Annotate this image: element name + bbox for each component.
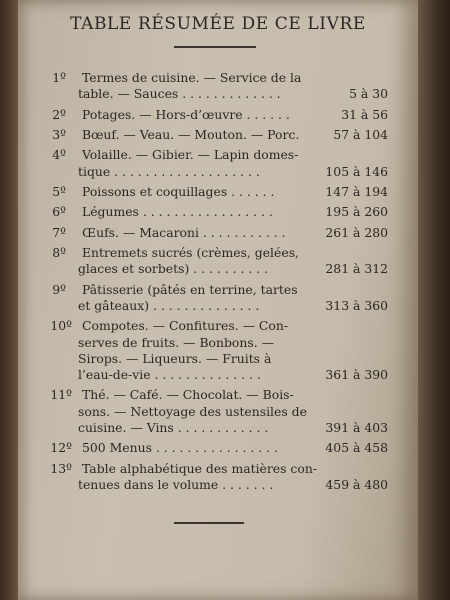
entry-page-range: 405 à 458 [325, 440, 388, 456]
entry-page-range: 281 à 312 [325, 261, 388, 277]
entry-text-line: Légumes . . . . . . . . . . . . . . . . . [82, 204, 273, 220]
toc-entry [18, 70, 418, 102]
entry-text-line: Entremets sucrés (crèmes, gelées, [82, 245, 299, 261]
entry-text-line: tique . . . . . . . . . . . . . . . . . . . [78, 163, 260, 179]
entry-text-line: Bœuf. — Veau. — Mouton. — Porc. [82, 127, 300, 142]
entry-text-line: Thé. — Café. — Chocolat. — Bois- [82, 387, 294, 403]
toc-entry [18, 245, 418, 277]
entry-text-line: 500 Menus . . . . . . . . . . . . . . . . [82, 440, 278, 456]
entry-number: 4º [52, 147, 66, 163]
entry-text-line: glaces et sorbets) . . . . . . . . . . [78, 261, 269, 277]
entry-text-line: Table alphabétique des matières con- [82, 460, 317, 476]
toc-entry [18, 107, 418, 123]
entry-text-line: l’eau-de-vie . . . . . . . . . . . . . . [78, 366, 261, 382]
entry-text-line: serves de fruits. — Bonbons. — [78, 334, 274, 350]
entry-number: 12º [50, 440, 72, 456]
entry-text-line: et gâteaux) . . . . . . . . . . . . . . [78, 297, 260, 313]
entry-text-line: Volaille. — Gibier. — Lapin domes- [82, 147, 299, 163]
entry-number: 6º [52, 204, 66, 220]
entry-number: 5º [52, 184, 66, 199]
entry-number: 2º [52, 106, 66, 122]
entry-text-line: table. — Sauces . . . . . . . . . . . . . [78, 86, 281, 102]
toc-entry [18, 184, 418, 200]
toc-entry [18, 127, 418, 143]
end-divider [174, 522, 244, 524]
toc-entry [18, 225, 418, 241]
entry-number: 7º [52, 224, 66, 240]
entry-text-line: Termes de cuisine. — Service de la [82, 70, 302, 85]
entry-number: 13º [50, 460, 72, 476]
entry-text-line: Sirops. — Liqueurs. — Fruits à [78, 350, 272, 366]
toc-entry [18, 387, 418, 436]
entry-text-line: Pâtisserie (pâtés en terrine, tartes [82, 281, 298, 297]
entry-text-line: cuisine. — Vins . . . . . . . . . . . . [78, 419, 269, 435]
entry-text-line: tenues dans le volume . . . . . . . [78, 476, 274, 492]
entry-text-line: sons. — Nettoyage des ustensiles de [78, 403, 307, 419]
entry-page-range: 361 à 390 [325, 366, 388, 382]
book-page [18, 0, 418, 600]
entry-page-range: 261 à 280 [325, 224, 388, 240]
entry-page-range: 57 à 104 [333, 127, 388, 142]
entry-number: 8º [52, 245, 66, 261]
title-divider [174, 46, 256, 48]
entry-page-range: 147 à 194 [325, 184, 388, 199]
toc-entry [18, 461, 418, 493]
toc-entry [18, 147, 418, 179]
entry-text-line: Poissons et coquillages . . . . . . [82, 184, 275, 199]
page-title: TABLE RÉSUMÉE DE CE LIVRE [70, 14, 366, 34]
entry-page-range: 459 à 480 [325, 476, 388, 492]
entry-number: 9º [52, 281, 66, 297]
entry-number: 3º [52, 127, 66, 142]
toc-entry [18, 282, 418, 314]
entry-page-range: 391 à 403 [325, 419, 388, 435]
entry-number: 10º [50, 318, 72, 334]
entry-number: 1º [52, 70, 66, 85]
toc-entry [18, 318, 418, 383]
entry-number: 11º [50, 387, 72, 403]
page-shadow [418, 0, 450, 600]
entry-page-range: 313 à 360 [325, 297, 388, 313]
entry-text-line: Œufs. — Macaroni . . . . . . . . . . . [82, 224, 286, 240]
entry-text-line: Compotes. — Confitures. — Con- [82, 318, 289, 334]
entry-text-line: Potages. — Hors-d’œuvre . . . . . . [82, 106, 290, 122]
toc-entry [18, 440, 418, 456]
toc-entry [18, 204, 418, 220]
entry-page-range: 105 à 146 [325, 163, 388, 179]
entry-page-range: 31 à 56 [341, 106, 388, 122]
entry-page-range: 195 à 260 [325, 204, 388, 220]
entry-page-range: 5 à 30 [349, 86, 388, 102]
